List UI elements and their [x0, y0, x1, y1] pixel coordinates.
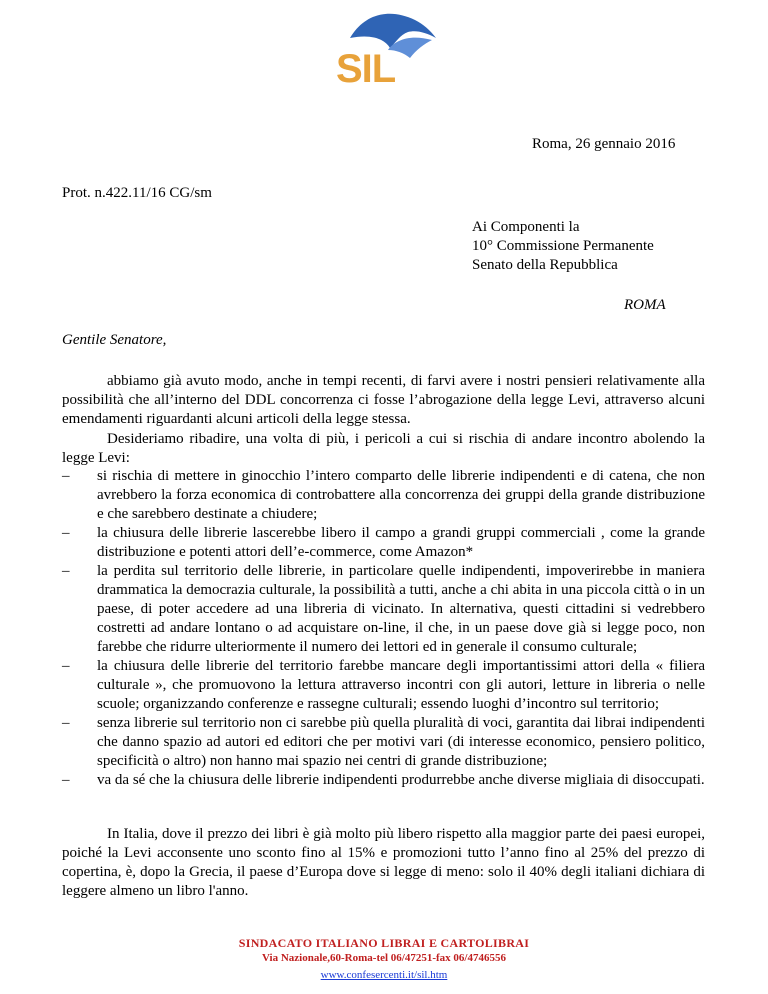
recipient-line: 10° Commissione Permanente: [472, 238, 654, 254]
bullet-dash: –: [62, 525, 70, 541]
bullet-dash: –: [62, 772, 70, 788]
body-paragraph-3: In Italia, dove il prezzo dei libri è già molto più libero rispetto alla maggior parte dei paesi europei, poiché la Levi acconsente uno sconto fino al 15% e promozioni tutto l’anno fino al 25% del prezzo di copertina, è, dopo la Grecia, il paese d’Europa dove si legge di meno: solo il 40% degli italiani dichiara di leggere almeno un libro l'anno.: [62, 826, 705, 899]
body-paragraph-2: Desideriamo ribadire, una volta di più, i pericoli a cui si rischia di andare incontro abolendo la legge Levi:: [62, 431, 705, 466]
footer-organization: SINDACATO ITALIANO LIBRAI E CARTOLIBRAI: [238, 936, 530, 950]
recipient-city: ROMA: [624, 297, 666, 313]
risk-list: [62, 467, 705, 790]
bullet-dash: –: [62, 468, 70, 484]
bullet-dash: –: [62, 658, 70, 674]
list-item: – la chiusura delle librerie del territorio farebbe mancare degli importantissimi attori della « filiera culturale », che promuovono la lettura attraverso incontri con gli autori, letture in libreria o nelle scuole; organizzando conferenze e rassegne culturali; essendo luoghi d’incontro sul territorio;: [62, 658, 705, 712]
body-paragraph-1: abbiamo già avuto modo, anche in tempi recenti, di farvi avere i nostri pensieri relativamente alla possibilità che all’interno del DDL concorrenza ci fosse l’abrogazione della legge Levi, attraverso alcuni emendamenti riguardanti alcuni articoli della legge stessa.: [62, 373, 705, 427]
letter-footer: [0, 936, 768, 983]
letter-date: Roma, 26 gennaio 2016: [532, 136, 676, 152]
salutation: Gentile Senatore,: [62, 332, 167, 348]
list-item: – si rischia di mettere in ginocchio l’intero comparto delle librerie indipendenti e di catena, che non avrebbero la forza economica di controbattere alla concorrenza dei gruppi della grande distribuzione e che sarebbero destinate a chiudere;: [62, 468, 705, 522]
protocol-number: Prot. n.422.11/16 CG/sm: [62, 185, 212, 201]
recipient-line: Ai Componenti la: [472, 219, 580, 235]
footer-address: Via Nazionale,60-Roma-tel 06/47251-fax 06/4746556: [261, 952, 506, 964]
bullet-dash: –: [62, 715, 70, 731]
recipient-block: [472, 218, 654, 275]
list-item: – senza librerie sul territorio non ci sarebbe più quella pluralità di voci, garantita dai librai indipendenti che danno spazio ad autori ed editori che per motivi vari (di interesse economico, pensiero politico, specificità o altro) non hanno mai spazio nei centri di grande distribuzione;: [62, 715, 705, 769]
list-item: – va da sé che la chiusura delle librerie indipendenti produrrebbe anche diverse migliaia di disoccupati.: [62, 772, 705, 788]
list-item: – la chiusura delle librerie lascerebbe libero il campo a grandi gruppi commerciali , come la grande distribuzione e potenti attori dell’e-commerce, come Amazon*: [62, 525, 705, 560]
sil-logo: [320, 8, 440, 92]
bullet-dash: –: [62, 563, 70, 579]
list-item: – la perdita sul territorio delle librerie, in particolare quelle indipendenti, impoverirebbe in maniera drammatica la democrazia culturale, la possibilità a tutti, anche a chi abita in una piccola città o in un paese, di poter accedere ad una libreria di vicinato. In alternativa, questi cittadini si vedrebbero costretti ad andare lontano o ad acquistare on-line, il che, in un paese dove già si legge poco, non farebbe che ridurre ulteriormente il numero dei lettori ed in generale il consumo culturale;: [62, 563, 705, 655]
logo-text: SIL: [336, 47, 396, 91]
footer-website-link[interactable]: www.confesercenti.it/sil.htm: [320, 969, 448, 981]
recipient-line: Senato della Repubblica: [472, 257, 618, 273]
